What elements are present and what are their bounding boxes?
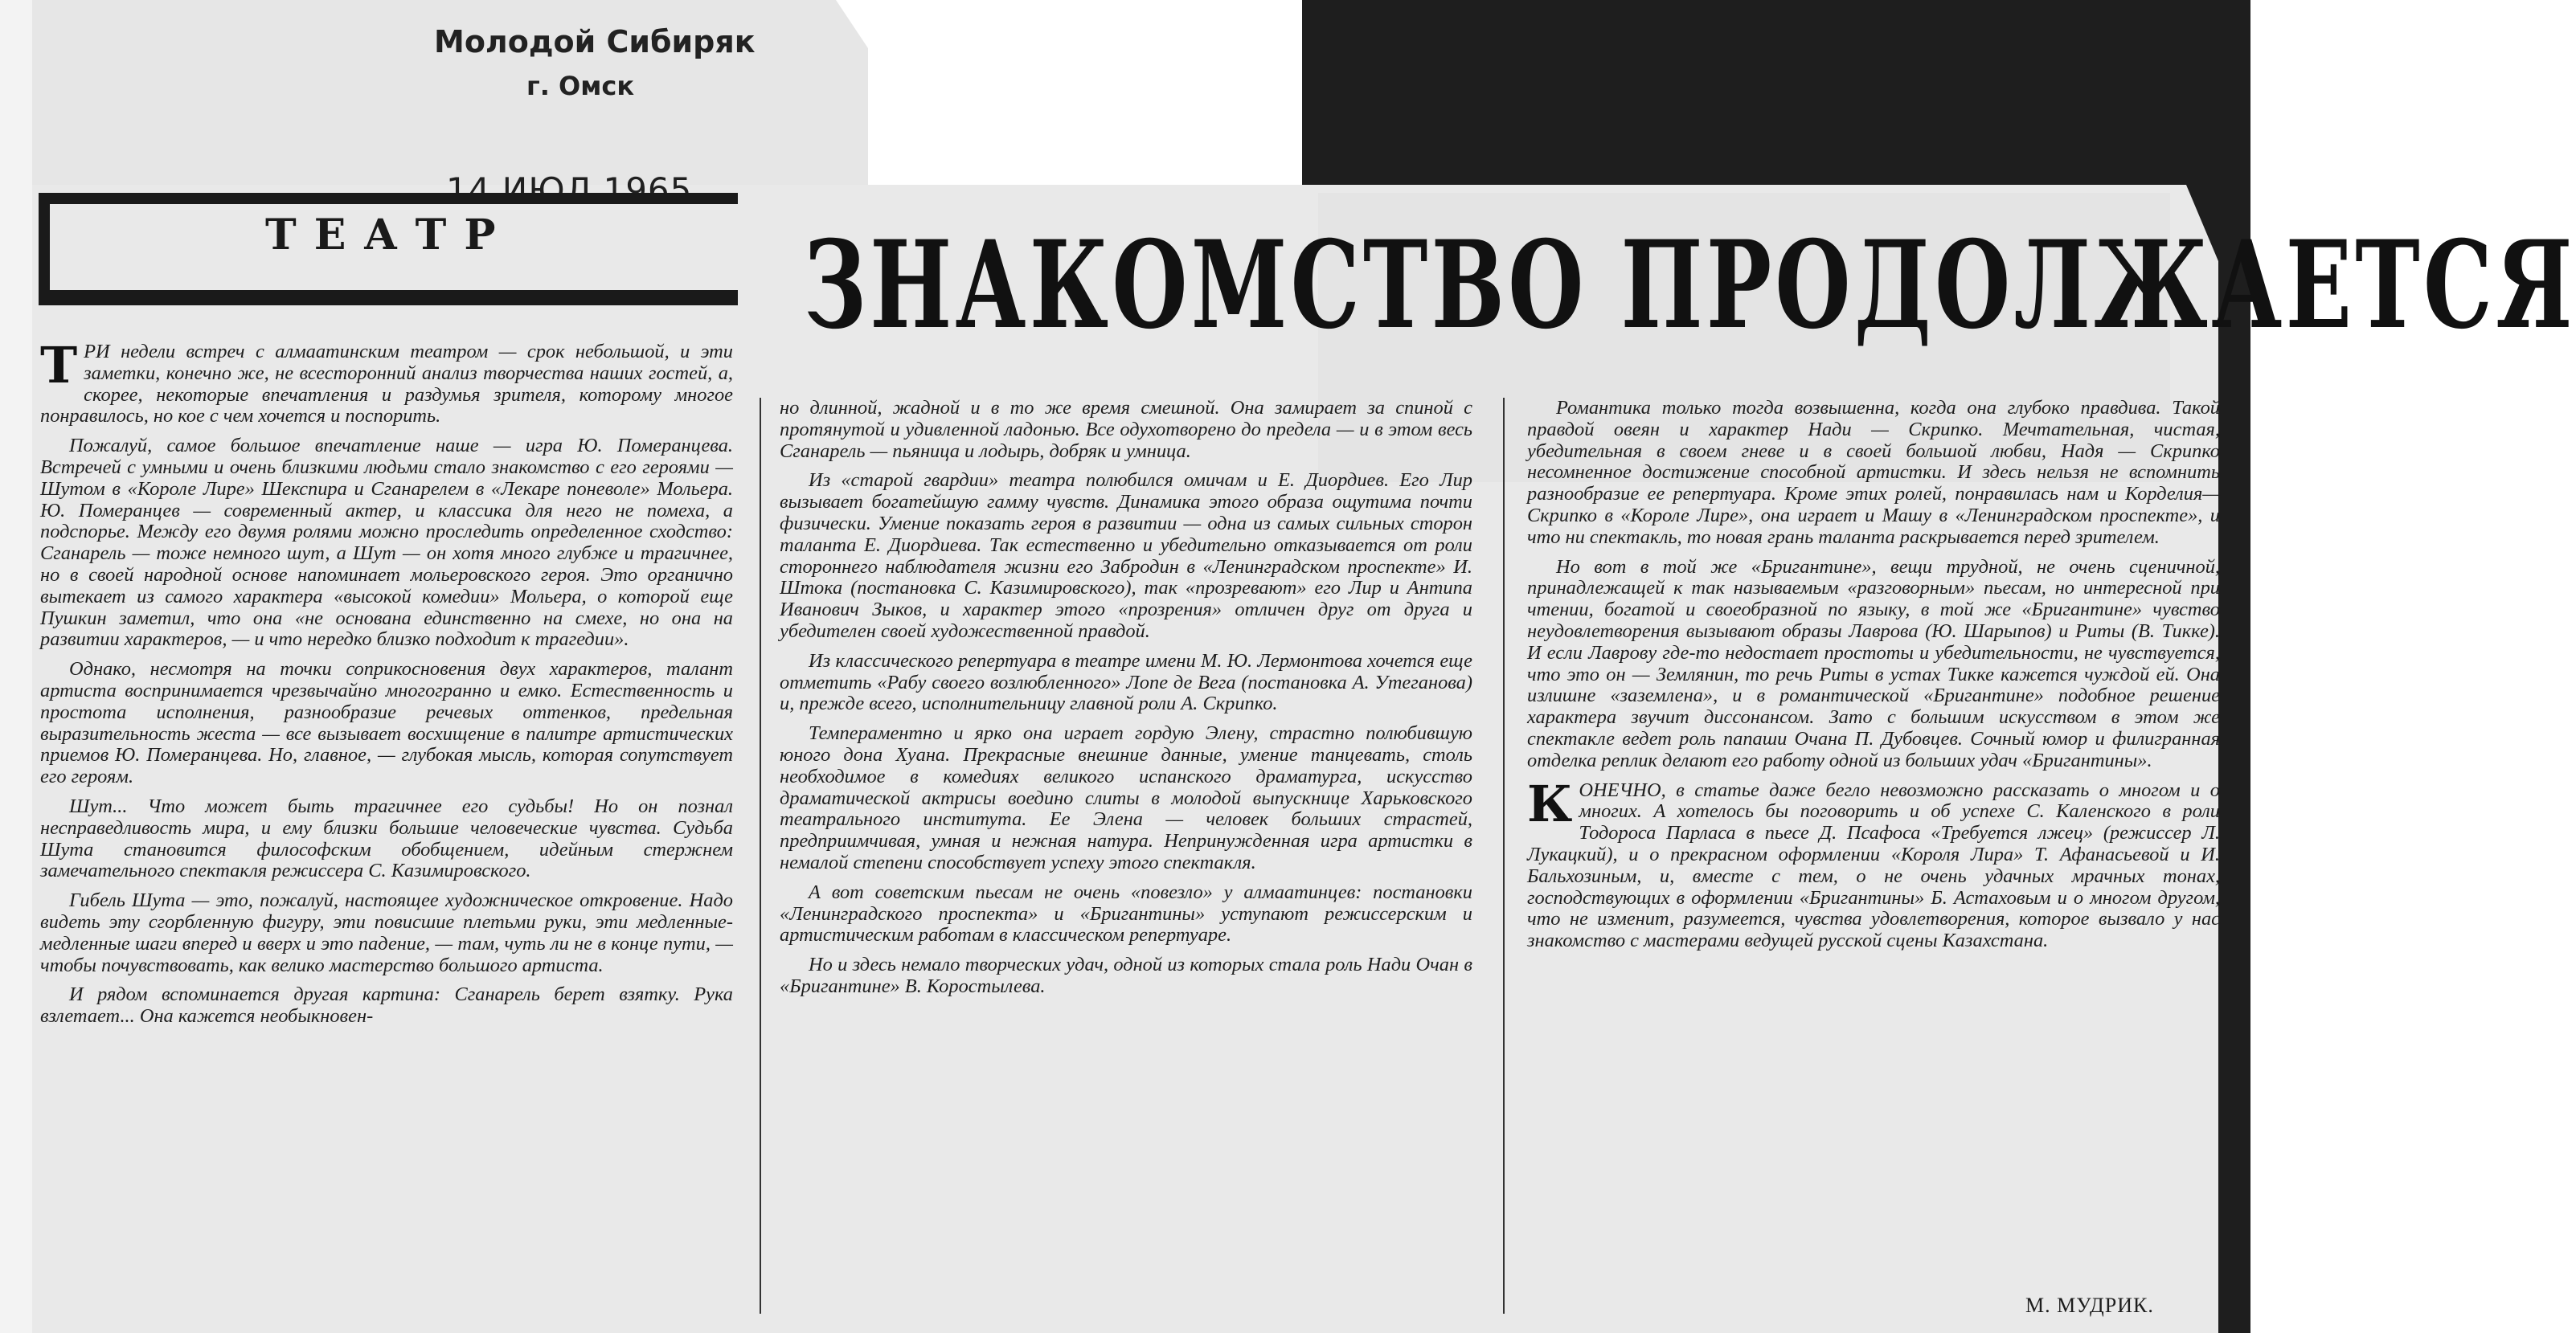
paragraph: Гибель Шута — это, пожалуй, настоящее художническое откровение. Надо видеть эту сгорбленную фигуру, эти повисшие плетьми руки, эти медленные-медленные шаги вперед и вверх и это падение, — там, чуть ли не в конце пути, — чтобы почувствовать, как велико мастерство большого артиста. bbox=[40, 889, 733, 976]
left-margin-strip bbox=[0, 0, 32, 1333]
paragraph: Темпераментно и ярко она играет гордую Элену, страстно полюбившую юного дона Хуана. Прекрасные внешние данные, умение танцевать, столь необходимое в комедиях великого испанского драматурга, искусство драматической актрисы воедино слиты в молодой выпускнице Харьковского театрального института. Ее Элена — человек больших страстей, предприимчивая, умная и нежная натура. Непринужденная игра артистки в немалой степени способствует успеху этого спектакля. bbox=[780, 722, 1472, 873]
paragraph: И рядом вспоминается другая картина: Сганарель берет взятку. Рука взлетает... Она кажется необыкновен- bbox=[40, 983, 733, 1028]
date-stamp: 14 ИЮЛ 1965 bbox=[446, 170, 693, 210]
section-rule bbox=[39, 297, 738, 305]
article-column-2 bbox=[780, 398, 1472, 1322]
article-headline: ЗНАКОМСТВО ПРОДОЛЖАЕТСЯ bbox=[804, 215, 2576, 356]
drop-cap: К bbox=[1527, 774, 1573, 833]
paragraph: Но вот в той же «Бригантине», вещи трудной, не очень сценичной, принадлежащей к так называемым «разговорным» пьесам, но интересной при чтении, богатой и своеобразной по языку, в той же «Бригантине» чувство неудовлетворения вызывают образы Лаврова (Ю. Шарыпов) и Риты (В. Тикке). И если Лаврову где-то недостает простоты и убедительности, не чувствуется, что это он — Землянин, то речь Риты в устах Тикке кажется чуждой ей. Она излишне «заземлена», и в романтической «Бригантине» подобное решение характера звучит диссонансом. Зато с большим искусством в этом же спектакле ведет роль папаши Очана П. Дубовцев. Сочный юмор и филигранная отделка реплик делают его работу одной из больших удач «Бригантины». bbox=[1527, 555, 2220, 771]
column-divider bbox=[760, 398, 761, 1314]
drop-cap: Т bbox=[40, 336, 78, 395]
column-divider bbox=[1503, 398, 1505, 1314]
paragraph: Однако, несмотря на точки соприкосновения двух характеров, талант артиста воспринимается чрезвычайно многогранно и емко. Естественность и простота исполнения, разнообразие речевых оттенков, предельная выразительность жеста — все вызывает восхищение в палитре артистических приемов Ю. Померанцева. Но, главное, — глубокая мысль, которая сопутствует его героям. bbox=[40, 658, 733, 788]
paragraph: Из «старой гвардии» театра полюбился омичам и Е. Диордиев. Его Лир вызывает богатейшую гамму чувств. Динамика этого образа ощутима почти физически. Умение показать героя в развитии — одна из самых сильных сторон таланта Е. Диордиева. Так естественно и убедительно отказывается от роли стороннего наблюдателя жизни его Забродин в «Ленинградском проспекте» И. Штока (постановка С. Казимировского), так «прозревают» его Лир и Антипа Иванович Зыков, и характер этого «прозрения» отличен друг от друга и убедителен своей художественной правдой. bbox=[780, 469, 1472, 642]
paragraph-text: РИ недели встреч с алмаатинским театром — срок небольшой, и эти заметки, конечно же, не всесторонний анализ творчества наших гостей, а, скорее, некоторые впечатления и раздумья зрителя, которому многое понравилось, но кое с чем хочется и поспорить. bbox=[40, 341, 733, 427]
paragraph bbox=[40, 336, 733, 427]
paragraph: А вот советским пьесам не очень «повезло» у алмаатинцев: постановки «Ленинградского проспекта» и «Бригантины» уступают режиссерским и артистическим работам в классическом репертуаре. bbox=[780, 881, 1472, 947]
paragraph: Но и здесь немало творческих удач, одной из которых стала роль Нади Очан в «Бригантине» В. Коростылева. bbox=[780, 954, 1472, 997]
paragraph: Шут... Что может быть трагичнее его судьбы! Но он познал несправедливость мира, и ему близки большие человеческие чувства. Судьба Шута становится философским обобщением, идейным стержнем замечательного спектакля режиссера С. Казимировского. bbox=[40, 795, 733, 882]
paragraph-text: ОНЕЧНО, в статье даже бегло невозможно рассказать о многом и о многих. А хотелось бы поговорить и об успехе С. Каленского в роли Тодороса Парласа в пьесе Д. Псафоса «Требуется лжец» (режиссер Л. Лукацкий), и о прекрасном оформлении «Короля Лира» Т. Афанасьевой и И. Бальхозиным, и, вместе с тем, о не очень удачных мрачных тонах, господствующих в оформлении «Бригантины» Б. Астаховым и о многом другом, что не изменит, разумеется, чувства удовлетворения, которое вызвало у нас знакомство с мастерами ведущей русской сцены Казахстана. bbox=[1527, 779, 2220, 952]
paragraph: Пожалуй, самое большое впечатление наше — игра Ю. Померанцева. Встречей с умными и очень близкими людьми стало знакомство с его героями — Шутом в «Короле Лире» Шекспира и Сганарелем в «Лекаре поневоле» Мольера. Ю. Померанцев — современный актер, и классика для него не помеха, а подспорье. Между его двумя ролями можно проследить определенное сходство: Сганарель — тоже немного шут, а Шут — он хотя много глубже и трагичнее, но в своей народной основе напоминает мольеровского героя. Это органично вытекает из самого характера «высокой комедии» Мольера, о которой еще Пушкин заметил, что она «не основана единственно на смехе, но она на развитии характеров, — и что нередко близко подходит к трагедии». bbox=[40, 435, 733, 651]
paragraph: Романтика только тогда возвышенна, когда она глубоко правдива. Такой правдой овеян и характер Нади — Скрипко. Мечтательная, чистая, убедительная в своем гневе и в своей большой любви, Надя — Скрипко несомненное достижение способной артистки. И здесь нельзя не вспомнить разнообразие ее репертуара. Кроме этих ролей, понравилась нам и Корделия—Скрипко в «Короле Лире», она играет и Машу в «Ленинградском проспекте», и что ни спектакль, то новая грань таланта раскрывается перед зрителем. bbox=[1527, 397, 2220, 548]
article-column-1 bbox=[40, 336, 733, 1322]
article-column-3 bbox=[1527, 398, 2220, 1322]
author-signature: М. МУДРИК. bbox=[2025, 1294, 2154, 1317]
paragraph: Из классического репертуара в театре имени М. Ю. Лермонтова хочется еще отметить «Рабу своего возлюбленного» Лопе де Вега (постановка А. Утеганова) и, прежде всего, исполнительницу главной роли А. Скрипко. bbox=[780, 649, 1472, 715]
section-label: ТЕАТР bbox=[265, 211, 514, 260]
paragraph: но длинной, жадной и в то же время смешной. Она замирает за спиной с протянутой и удивленной ладонью. Все одухотворено до предела — и в этом весь Сганарель — пьяница и лодырь, добряк и умница. bbox=[780, 397, 1472, 462]
source-city: г. Омск bbox=[526, 71, 635, 101]
paragraph bbox=[1527, 774, 2220, 952]
source-newspaper-name: Молодой Сибиряк bbox=[434, 24, 756, 59]
